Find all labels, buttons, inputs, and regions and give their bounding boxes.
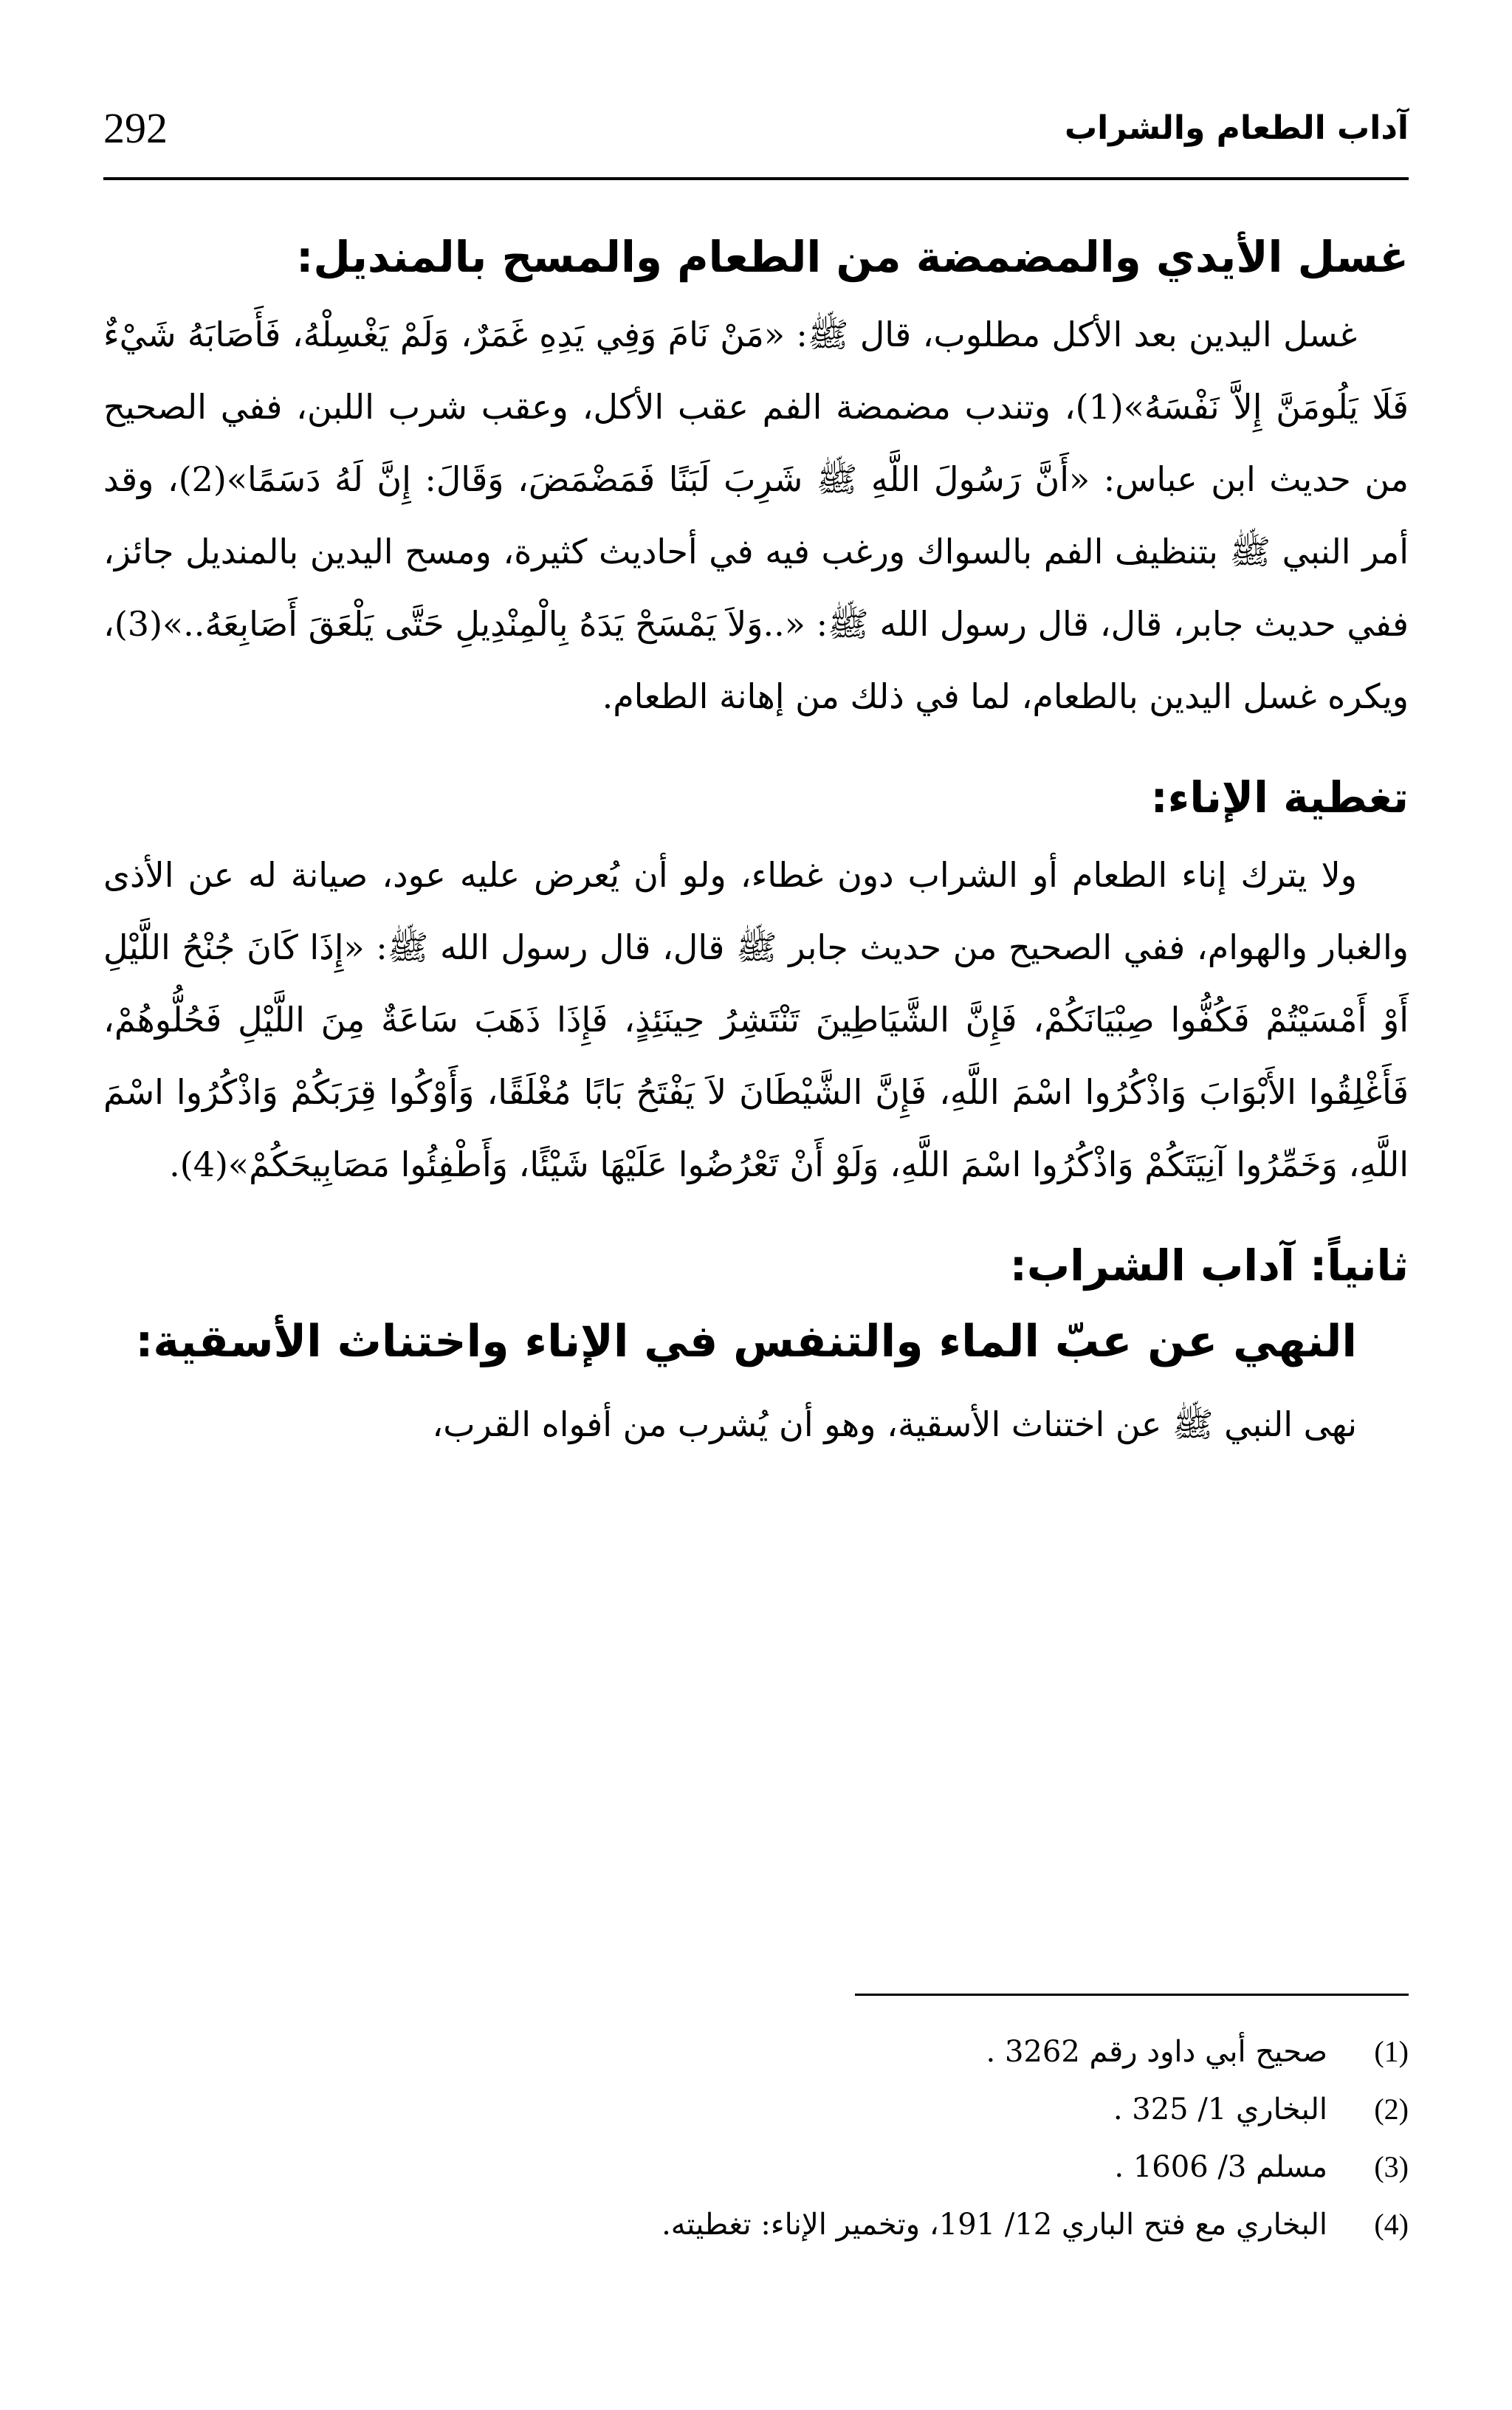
paragraph-covering: ولا يترك إناء الطعام أو الشراب دون غطاء، ولو أن يُعرض عليه عود، صيانة له عن الأذى والغبار والهوام، ففي الصحيح من حديث جابر ﷺ قال، قال رسول الله ﷺ: «إِذَا كَانَ جُنْحُ اللَّيْلِ أَوْ أَمْسَيْتُمْ فَكُفُّوا صِبْيَانَكُمْ، فَإِنَّ الشَّيَاطِينَ تَنْتَشِرُ حِينَئِذٍ، فَإِذَا ذَهَبَ سَاعَةٌ مِنَ اللَّيْلِ فَحُلُّوهُمْ، فَأَغْلِقُوا الأَبْوَابَ وَاذْكُرُوا اسْمَ اللَّهِ، فَإِنَّ الشَّيْطَانَ لاَ يَفْتَحُ بَابًا مُغْلَقًا، وَأَوْكُوا قِرَبَكُمْ وَاذْكُرُوا اسْمَ اللَّهِ، وَخَمِّرُوا آنِيَتَكُمْ وَاذْكُرُوا اسْمَ اللَّهِ، وَلَوْ أَنْ تَعْرُضُوا عَلَيْهَا شَيْئًا، وَأَطْفِئُوا مَصَابِيحَكُمْ»(4). xyxy=(103,855,1409,1184)
footnote-item xyxy=(103,2196,1409,2253)
footnote-divider xyxy=(855,1994,1409,1996)
running-title: آداب الطعام والشراب xyxy=(1064,109,1409,147)
footnote-item xyxy=(103,2081,1409,2138)
paragraph-drinking: نهى النبي ﷺ عن اختناث الأسقية، وهو أن يُشرب من أفواه القرب، xyxy=(432,1404,1357,1444)
footnote-number: (1) xyxy=(1374,2035,1409,2068)
footnote-item xyxy=(103,2023,1409,2081)
footnote-text: صحيح أبي داود رقم 3262 . xyxy=(986,2035,1327,2069)
section-heading-washing: غسل الأيدي والمضمضة من الطعام والمسح بالمنديل: xyxy=(296,232,1409,282)
page-body xyxy=(103,222,1409,1460)
footnotes xyxy=(103,2023,1409,2253)
footnote-number: (4) xyxy=(1374,2208,1409,2241)
page-number: 292 xyxy=(103,104,168,152)
page-header xyxy=(103,96,1409,180)
section-heading-covering: تغطية الإناء: xyxy=(1150,772,1409,823)
footnote-item xyxy=(103,2138,1409,2196)
paragraph-washing: غسل اليدين بعد الأكل مطلوب، قال ﷺ: «مَنْ نَامَ وَفِي يَدِهِ غَمَرٌ، وَلَمْ يَغْسِلْهُ، فَأَصَابَهُ شَيْءٌ فَلَا يَلُومَنَّ إِلاَّ نَفْسَهُ»(1)، وتندب مضمضة الفم عقب الأكل، وعقب شرب اللبن، ففي الصحيح من حديث ابن عباس: «أَنَّ رَسُولَ اللَّهِ ﷺ شَرِبَ لَبَنًا فَمَضْمَضَ، وَقَالَ: إِنَّ لَهُ دَسَمًا»(2)، وقد أمر النبي ﷺ بتنظيف الفم بالسواك ورغب فيه في أحاديث كثيرة، ومسح اليدين بالمنديل جائز، ففي حديث جابر، قال، قال رسول الله ﷺ: «..وَلاَ يَمْسَحْ يَدَهُ بِالْمِنْدِيلِ حَتَّى يَلْعَقَ أَصَابِعَهُ..»(3)، ويكره غسل اليدين بالطعام، لما في ذلك من إهانة الطعام. xyxy=(103,315,1409,716)
footnote-number: (2) xyxy=(1374,2093,1409,2126)
footnote-number: (3) xyxy=(1374,2150,1409,2183)
section-heading-drinking: ثانياً: آداب الشراب: xyxy=(1009,1240,1409,1291)
subheading-drinking: النهي عن عبّ الماء والتنفس في الإناء واختناث الأسقية: xyxy=(135,1316,1357,1367)
footnote-text: مسلم 3/ 1606 . xyxy=(1114,2150,1327,2184)
footnote-text: البخاري 1/ 325 . xyxy=(1113,2093,1327,2126)
footnote-text: البخاري مع فتح الباري 12/ 191، وتخمير الإناء: تغطيته. xyxy=(662,2208,1327,2242)
